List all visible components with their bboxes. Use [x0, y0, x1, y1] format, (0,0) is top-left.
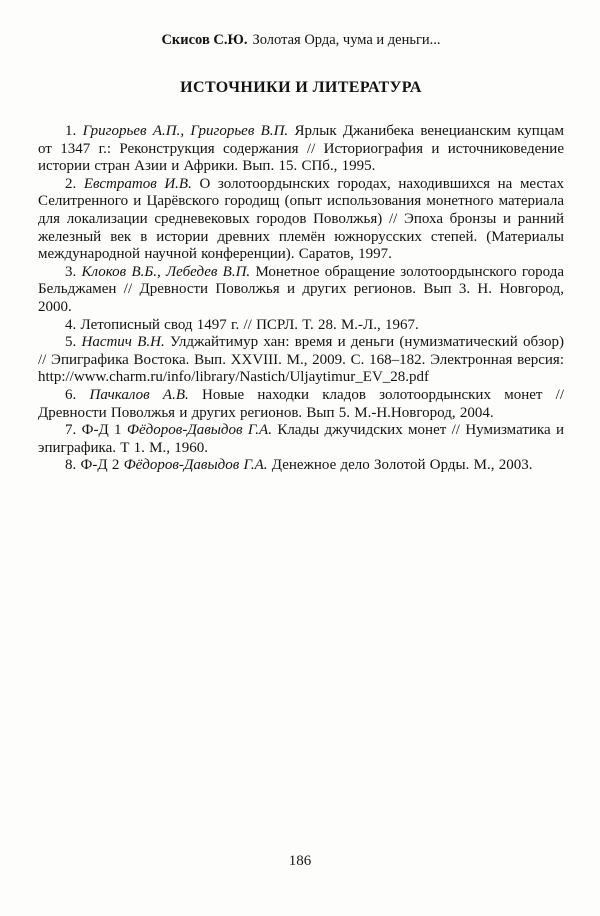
- entry-prefix: Ф-Д 1: [81, 422, 122, 439]
- entry-text: О золотоордынских городах, находившихся на местах Селитренного и Царёвского городищ (опыт использования монетного материала для локализации средневековых городов Поволжья) // Эпоха бронзы и ранний железный век в истории древних племён южнорусских степей. (Материалы международной научной конференции). Саратов, 1997.: [38, 175, 565, 263]
- entry-number: 6.: [65, 386, 77, 403]
- bibliography-entry-8: [38, 457, 564, 475]
- entry-author: Пачкалов А.В.: [89, 386, 189, 403]
- bibliography-entry-4: [38, 317, 564, 335]
- entry-author: Фёдоров-Давыдов Г.А.: [123, 457, 268, 474]
- bibliography-entry-1: [38, 123, 564, 176]
- bibliography-entry-2: [38, 176, 564, 264]
- bibliography-list: [38, 123, 564, 475]
- entry-text: Летописный свод 1497 г. // ПСРЛ. Т. 28. М.-Л., 1967.: [80, 316, 419, 333]
- entry-author: Григорьев А.П., Григорьев В.П.: [82, 123, 289, 139]
- entry-author: Евстратов И.В.: [83, 175, 192, 192]
- header-author: Скисов С.Ю.: [161, 32, 248, 48]
- section-title: ИСТОЧНИКИ И ЛИТЕРАТУРА: [180, 79, 422, 96]
- entry-number: 3.: [65, 263, 77, 280]
- entry-text: Монетное обращение золотоордынского города Бельджамен // Древности Поволжья и других регионов. Вып 3. Н. Новгород, 2000.: [38, 263, 564, 315]
- entry-number: 2.: [65, 175, 77, 192]
- page-number: 186: [288, 853, 312, 869]
- header-book-title: Золотая Орда, чума и деньги...: [252, 32, 441, 48]
- running-header: [38, 32, 564, 49]
- bibliography-entry-3: [38, 264, 564, 317]
- entry-text: Клады джучидских монет // Нумизматика и эпиграфика. Т 1. М., 1960.: [38, 422, 565, 456]
- entry-author: Настич В.Н.: [81, 334, 165, 351]
- entry-number: 1.: [65, 123, 77, 139]
- entry-number: 4.: [65, 316, 77, 333]
- entry-author: Клоков В.Б., Лебедев В.П.: [81, 263, 251, 280]
- entry-text: Улджайтимур хан: время и деньги (нумизматический обзор) // Эпиграфика Востока. Вып. XXVIII. М., 2009. С. 168–182. Электронная версия: http://www.charm.ru/info/library/Nastich/Uljaytimur_EV_28.pdf: [38, 334, 564, 386]
- entry-text: Новые находки кладов золотоордынских монет // Древности Поволжья и других регионов. Вып 5. М.-Н.Новгород, 2004.: [38, 386, 565, 421]
- bibliography-entry-7: [38, 422, 564, 457]
- entry-text: Денежное дело Золотой Орды. М., 2003.: [271, 457, 533, 474]
- entry-number: 5.: [65, 334, 77, 351]
- entry-number: 8.: [65, 457, 77, 474]
- entry-number: 7.: [65, 422, 77, 439]
- entry-author: Фёдоров-Давыдов Г.А.: [126, 422, 272, 439]
- bibliography-entry-5: [38, 334, 564, 387]
- bibliography-entry-6: [38, 387, 564, 422]
- entry-prefix: Ф-Д 2: [80, 457, 120, 474]
- entry-text: Ярлык Джанибека венецианским купцам от 1347 г.: Реконструкция содержания // Историография и источниковедение истории стран Азии и Африки. Вып. 15. СПб., 1995.: [38, 123, 564, 175]
